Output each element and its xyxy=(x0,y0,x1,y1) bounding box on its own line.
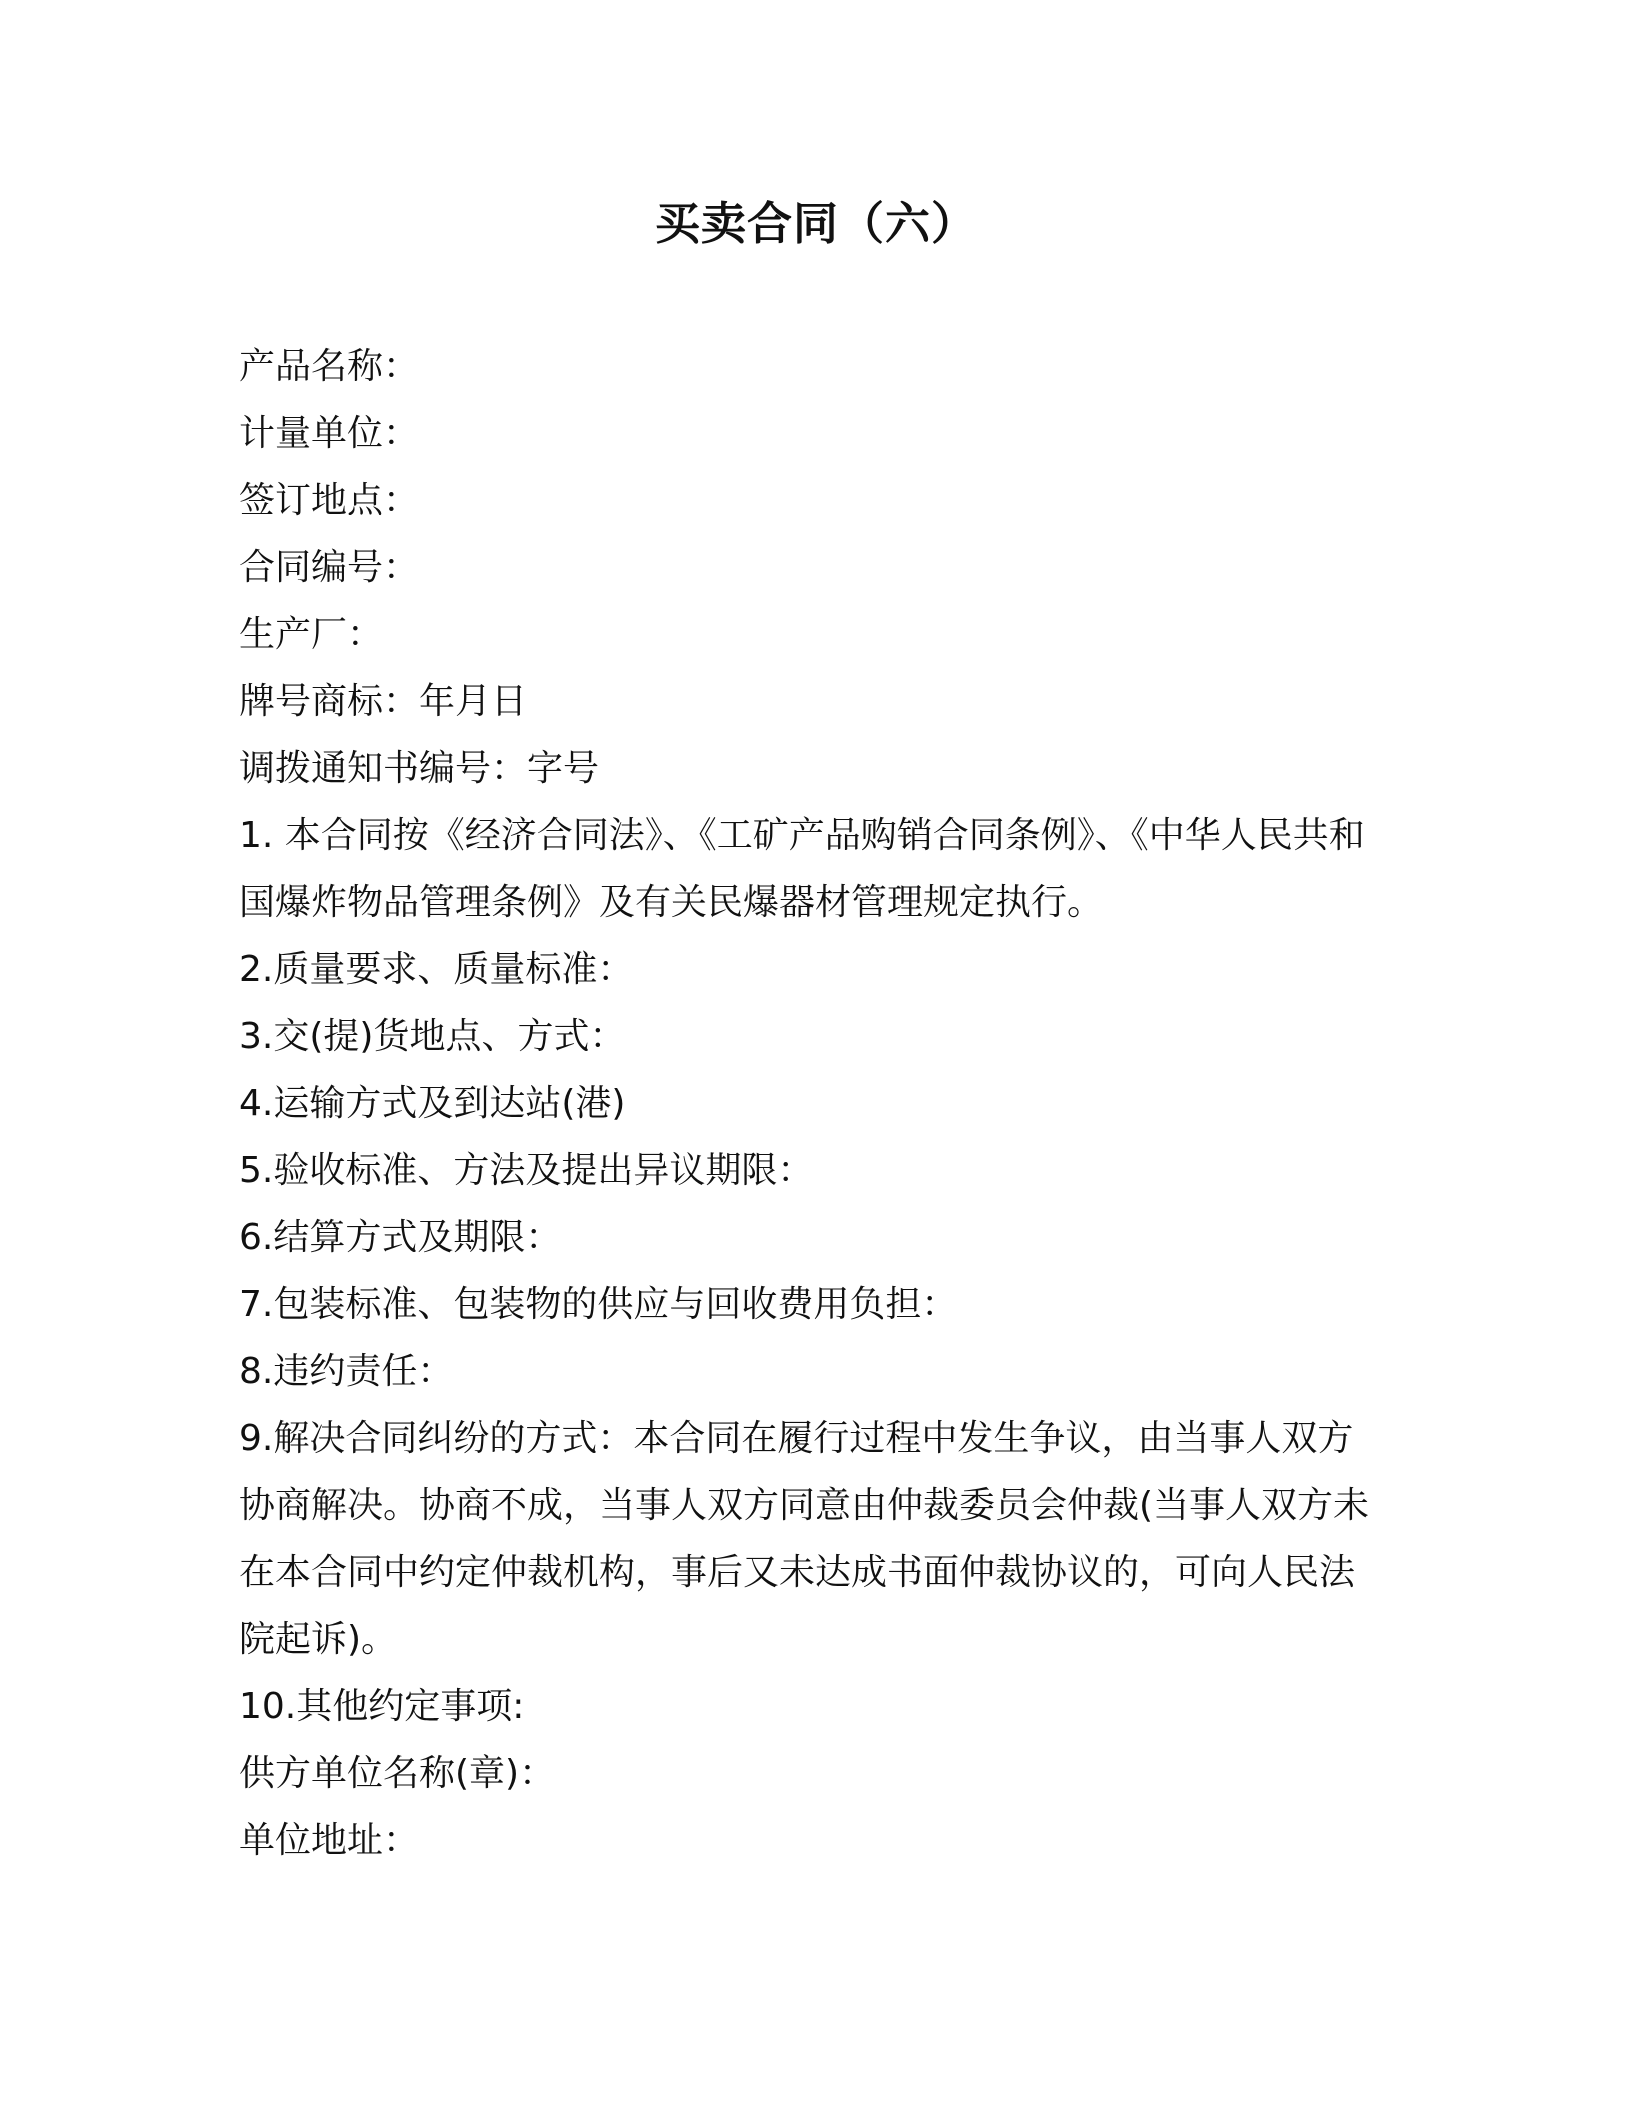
field-contract-number: 合同编号： xyxy=(239,547,420,588)
clause-2-quality: 2.质量要求、质量标准： xyxy=(239,949,634,990)
clause-3-delivery: 3.交(提)货地点、方式： xyxy=(239,1016,626,1057)
clause-9-line-4: 院起诉)。 xyxy=(239,1619,398,1660)
clause-1-line-1: 1. 本合同按《经济合同法》、《工矿产品购销合同条例》、《中华人民共和 xyxy=(239,815,1365,856)
clause-9-line-3: 在本合同中约定仲裁机构，事后又未达成书面仲裁协议的，可向人民法 xyxy=(239,1552,1356,1593)
clause-9-line-2: 协商解决。协商不成，当事人双方同意由仲裁委员会仲裁(当事人双方未 xyxy=(239,1485,1370,1526)
field-supplier-address: 单位地址： xyxy=(239,1820,420,1861)
clause-7-packaging: 7.包装标准、包装物的供应与回收费用负担： xyxy=(239,1284,958,1325)
clause-8-liability: 8.违约责任： xyxy=(239,1351,454,1392)
contract-body xyxy=(239,333,1389,1874)
clause-1-line-2: 国爆炸物品管理条例》及有关民爆器材管理规定执行。 xyxy=(239,882,1104,923)
field-signing-place: 签订地点： xyxy=(239,480,420,521)
field-product-name: 产品名称： xyxy=(239,346,420,387)
clause-6-settlement: 6.结算方式及期限： xyxy=(239,1217,562,1258)
clause-5-acceptance: 5.验收标准、方法及提出异议期限： xyxy=(239,1150,814,1191)
clause-10-other: 10.其他约定事项: xyxy=(239,1686,525,1727)
field-brand-trademark: 牌号商标：年月日 xyxy=(239,681,528,722)
field-allocation-notice-number: 调拨通知书编号：字号 xyxy=(239,748,600,789)
field-supplier-name: 供方单位名称(章)： xyxy=(239,1753,556,1794)
clause-4-transport: 4.运输方式及到达站(港) xyxy=(239,1083,626,1124)
field-manufacturer: 生产厂： xyxy=(239,614,384,655)
document-title: 买卖合同（六） xyxy=(654,197,977,250)
field-unit-of-measure: 计量单位： xyxy=(239,413,420,454)
clause-9-line-1: 9.解决合同纠纷的方式：本合同在履行过程中发生争议，由当事人双方 xyxy=(239,1418,1354,1459)
